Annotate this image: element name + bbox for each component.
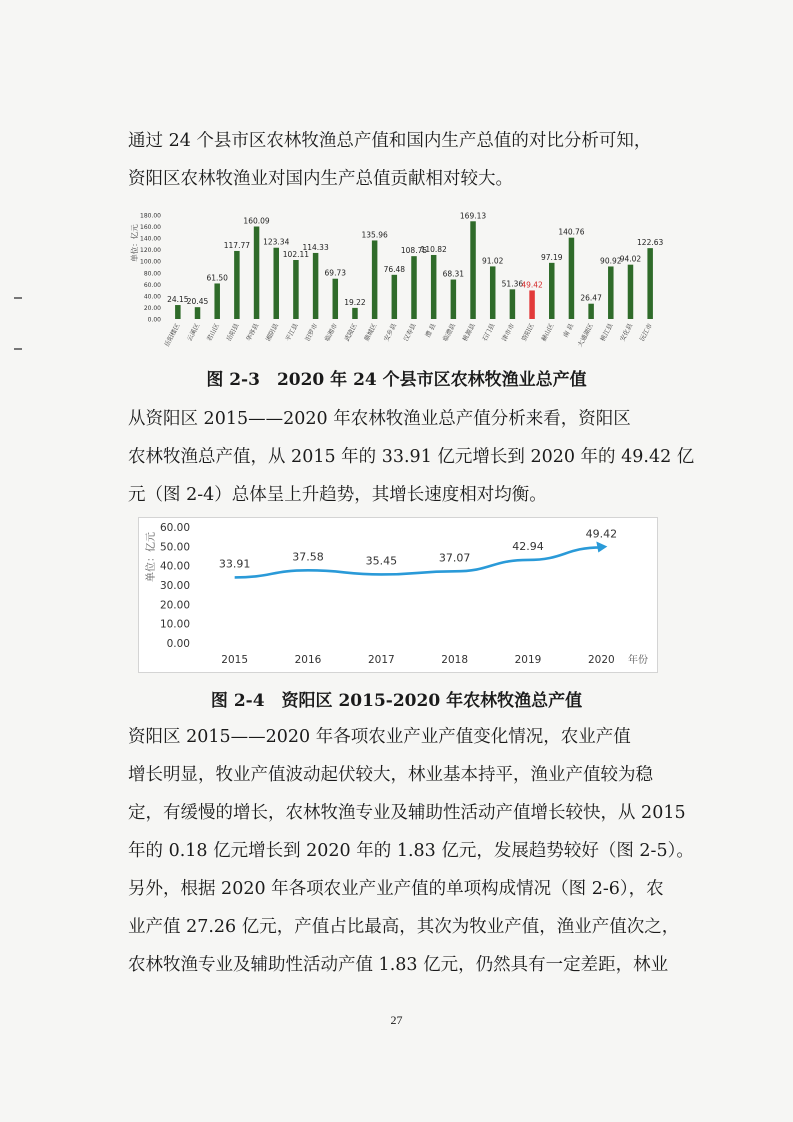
scan-edge-mark bbox=[14, 297, 22, 299]
x-tick-label: 云溪区 bbox=[186, 322, 202, 343]
y-tick-label: 80.00 bbox=[143, 270, 161, 278]
text-line: 元（图 2-4）总体呈上升趋势，其增长速度相对均衡。 bbox=[128, 485, 547, 505]
x-tick-label: 大通湖区 bbox=[576, 322, 595, 349]
bar bbox=[273, 248, 279, 319]
y-tick-label: 50.00 bbox=[159, 541, 190, 554]
bar-value-label: 51.36 bbox=[501, 279, 524, 289]
bar-value-label: 97.19 bbox=[541, 252, 563, 262]
text-line: 农林牧渔总产值，从 2015 年的 33.91 亿元增长到 2020 年的 49.42 亿 bbox=[128, 447, 695, 467]
data-label: 37.58 bbox=[292, 550, 324, 564]
bar-value-label: 68.31 bbox=[442, 269, 465, 279]
text-line: 资阳区 2015——2020 年各项农业产业产值变化情况，农业产值 bbox=[128, 727, 631, 747]
x-tick-label: 澧 县 bbox=[424, 322, 438, 339]
bar-value-label: 69.73 bbox=[324, 268, 347, 278]
bar-chart-county-output bbox=[128, 205, 668, 355]
data-label: 33.91 bbox=[218, 557, 251, 571]
page-number: 27 bbox=[390, 1013, 403, 1027]
bar-value-label: 117.77 bbox=[223, 240, 251, 250]
x-tick-label: 汨罗市 bbox=[304, 322, 320, 343]
y-tick-label: 160.00 bbox=[140, 224, 161, 232]
x-tick-label: 南 县 bbox=[562, 322, 576, 339]
bar-value-label: 26.47 bbox=[580, 293, 602, 303]
bar-value-label: 102.11 bbox=[282, 250, 310, 260]
paragraph-industries bbox=[128, 718, 694, 984]
x-tick-label: 沅江市 bbox=[638, 322, 654, 343]
x-tick-label: 平江县 bbox=[284, 322, 300, 343]
text-line: 增长明显，牧业产值波动起伏较大，林业基本持平，渔业产值较为稳 bbox=[128, 765, 653, 785]
x-tick-label: 岳阳楼区 bbox=[163, 322, 182, 349]
bar-value-label: 169.13 bbox=[459, 211, 487, 221]
x-tick-label: 桃源县 bbox=[461, 322, 477, 343]
bar-value-label: 135.96 bbox=[361, 230, 388, 240]
bar bbox=[470, 221, 476, 319]
bar bbox=[372, 240, 378, 319]
x-tick-label: 赫山区 bbox=[540, 322, 556, 343]
line-chart-ziyang-output bbox=[138, 517, 658, 673]
bar bbox=[293, 260, 299, 319]
bar bbox=[510, 289, 516, 319]
bar-value-label: 110.82 bbox=[420, 244, 447, 254]
figure-caption-2-4: 图 2-4 资阳区 2015-2020 年农林牧渔总产值 bbox=[210, 691, 583, 711]
y-tick-label: 120.00 bbox=[140, 247, 161, 255]
bar bbox=[431, 255, 437, 319]
x-tick-label: 君山区 bbox=[205, 322, 221, 343]
bar bbox=[451, 280, 457, 319]
y-tick-label: 60.00 bbox=[143, 281, 161, 289]
figure-caption-2-3: 图 2-3 2020 年 24 个县市区农林牧渔业总产值 bbox=[206, 370, 587, 390]
bar-value-label: 108.75 bbox=[400, 246, 428, 256]
x-tick-label: 临澧县 bbox=[442, 322, 458, 343]
x-tick-label: 石门县 bbox=[481, 322, 497, 343]
text-line: 从资阳区 2015——2020 年农林牧渔业总产值分析来看，资阳区 bbox=[128, 409, 631, 429]
bar bbox=[392, 275, 398, 319]
data-label: 35.45 bbox=[365, 554, 398, 568]
x-axis-title: 年份 bbox=[628, 655, 648, 666]
paragraph-trend bbox=[128, 400, 695, 514]
bar bbox=[569, 238, 575, 319]
text-line: 资阳区农林牧渔业对国内生产总值贡献相对较大。 bbox=[128, 169, 513, 189]
bar bbox=[647, 248, 653, 319]
bar bbox=[608, 266, 614, 319]
chart-frame bbox=[139, 518, 658, 673]
x-tick-label: 2018 bbox=[441, 654, 469, 666]
x-tick-label: 华容县 bbox=[245, 322, 261, 343]
y-axis-title: 单位：亿元 bbox=[130, 224, 139, 262]
bar-value-label: 122.63 bbox=[637, 238, 664, 248]
x-tick-label: 2015 bbox=[221, 654, 249, 666]
bar-value-label: 61.50 bbox=[206, 273, 228, 283]
x-tick-label: 安乡县 bbox=[383, 322, 399, 343]
text-line: 年的 0.18 亿元增长到 2020 年的 1.83 亿元，发展趋势较好（图 2-5）。 bbox=[128, 841, 694, 861]
y-tick-label: 180.00 bbox=[140, 212, 161, 220]
x-tick-label: 2017 bbox=[367, 654, 395, 666]
x-tick-label: 2019 bbox=[514, 654, 542, 666]
y-tick-label: 0.00 bbox=[166, 638, 190, 650]
x-tick-label: 桃江县 bbox=[599, 322, 615, 343]
x-tick-label: 汉寿县 bbox=[402, 322, 418, 343]
x-tick-label: 2020 bbox=[587, 654, 615, 666]
bar bbox=[628, 265, 634, 319]
x-tick-label: 2016 bbox=[294, 654, 322, 666]
y-tick-label: 60.00 bbox=[159, 522, 190, 534]
bar bbox=[234, 251, 240, 319]
bar bbox=[195, 307, 201, 319]
text-line: 通过 24 个县市区农林牧渔总产值和国内生产总值的对比分析可知， bbox=[128, 131, 652, 151]
text-line: 定，有缓慢的增长，农林牧渔专业及辅助性活动产值增长较快，从 2015 bbox=[128, 803, 686, 823]
x-tick-label: 岳阳县 bbox=[225, 322, 241, 343]
y-axis-title: 单位：亿元 bbox=[146, 532, 157, 582]
data-label: 42.94 bbox=[512, 539, 544, 553]
bar bbox=[490, 266, 496, 319]
x-tick-label: 资阳区 bbox=[520, 322, 536, 343]
text-line: 另外，根据 2020 年各项农业产业产值的单项构成情况（图 2-6），农 bbox=[128, 879, 664, 899]
bar-value-label: 160.09 bbox=[243, 216, 270, 226]
x-tick-label: 临湘市 bbox=[323, 322, 340, 343]
bar-value-label: 91.02 bbox=[481, 256, 504, 266]
bar bbox=[352, 308, 358, 319]
y-tick-label: 40.00 bbox=[143, 293, 161, 301]
bar bbox=[529, 290, 535, 319]
bar-value-label: 114.33 bbox=[302, 242, 329, 252]
text-line: 业产值 27.26 亿元，产值占比最高，其次为牧业产值，渔业产值次之， bbox=[128, 917, 680, 937]
bar bbox=[549, 263, 555, 319]
y-tick-label: 10.00 bbox=[159, 618, 190, 631]
y-tick-label: 20.00 bbox=[143, 304, 161, 312]
x-tick-label: 鼎城区 bbox=[363, 322, 379, 343]
y-tick-label: 30.00 bbox=[159, 580, 190, 592]
data-label: 49.42 bbox=[585, 527, 618, 541]
scan-edge-mark bbox=[14, 348, 22, 350]
bar-value-label: 19.22 bbox=[344, 297, 366, 307]
bar bbox=[333, 279, 339, 319]
bar bbox=[254, 227, 260, 319]
text-line: 农林牧渔专业及辅助性活动产值 1.83 亿元，仍然具有一定差距，林业 bbox=[128, 955, 669, 975]
bar-value-label: 94.02 bbox=[619, 254, 642, 264]
y-tick-label: 140.00 bbox=[140, 235, 161, 243]
bar-value-label: 20.45 bbox=[186, 297, 209, 307]
bar bbox=[411, 256, 417, 319]
y-tick-label: 100.00 bbox=[140, 258, 161, 266]
bar bbox=[214, 283, 220, 319]
x-tick-label: 武陵区 bbox=[343, 322, 359, 343]
x-tick-label: 安化县 bbox=[619, 322, 635, 343]
y-tick-label: 40.00 bbox=[159, 560, 190, 573]
bar-value-label: 140.76 bbox=[558, 227, 585, 237]
y-tick-label: 0.00 bbox=[147, 316, 161, 324]
bar bbox=[175, 305, 181, 319]
data-label: 37.07 bbox=[438, 551, 471, 565]
bar-value-label: 123.34 bbox=[263, 237, 290, 247]
bar bbox=[588, 304, 594, 319]
x-tick-label: 湘阴县 bbox=[264, 322, 281, 343]
bar-value-label: 76.48 bbox=[383, 264, 406, 274]
bar bbox=[313, 253, 319, 319]
y-tick-label: 20.00 bbox=[159, 599, 190, 612]
bar-value-label: 90.92 bbox=[600, 256, 622, 266]
x-tick-label: 津市市 bbox=[501, 322, 517, 343]
bar-value-label: 24.15 bbox=[167, 295, 189, 305]
paragraph-intro bbox=[128, 122, 668, 198]
bar-value-label: 49.42 bbox=[521, 280, 543, 290]
